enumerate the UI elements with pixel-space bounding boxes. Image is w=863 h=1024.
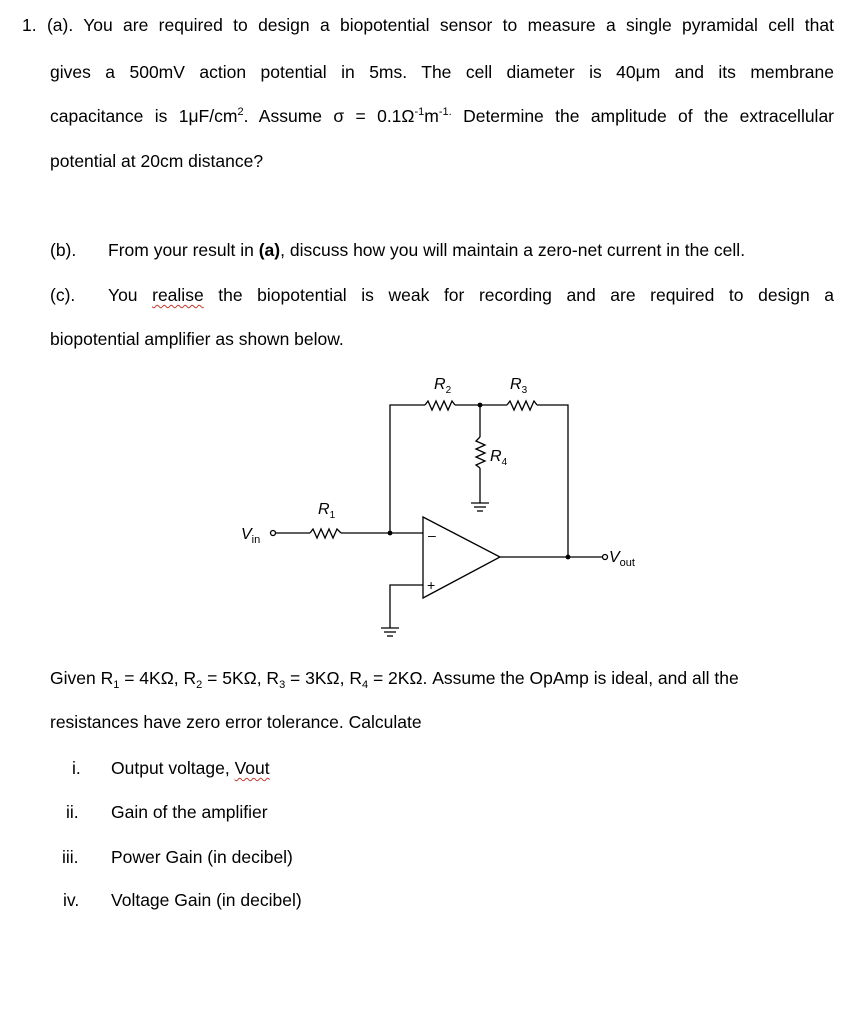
part-a-text-1: You are required to design a biopotential sensor to measure a single pyramidal cell that	[83, 15, 834, 35]
r3-label: $R_3$	[510, 376, 528, 396]
vout-terminal	[603, 555, 608, 560]
question-number: 1.	[22, 15, 37, 35]
item-3-number: iii.	[62, 847, 79, 867]
part-c-text-2: biopotential amplifier as shown below.	[50, 329, 344, 349]
junction-node	[478, 403, 483, 408]
r3-resistor	[507, 401, 537, 410]
vin-terminal	[271, 531, 276, 536]
part-a-text-3: capacitance is $1\mu F/cm^2$. Assume $\sigma = 0.1\Omega^{-1}m^{-1.}$ Determine the amplitude of the extracellular	[50, 106, 835, 126]
r1-resistor	[310, 529, 341, 538]
part-b-label: (b).	[50, 240, 77, 260]
part-b-text: From your result in (a), discuss how you will maintain a zero-net current in the cell.	[108, 240, 746, 260]
spellcheck-word: Vout	[234, 758, 270, 778]
part-c-label: (c).	[50, 285, 76, 305]
r4-resistor	[476, 437, 485, 468]
opamp-plus-label: +	[427, 577, 436, 593]
item-1-text: Output voltage, Vout	[111, 758, 270, 778]
part-a-text-2: gives a 500mV action potential in 5ms. The cell diameter is 40μm and its membrane	[50, 62, 834, 82]
feedback-wire-right	[537, 405, 568, 552]
opamp-minus-label: –	[428, 527, 436, 543]
vout-label: $V_{out}$	[609, 549, 635, 569]
item-4-text: Voltage Gain (in decibel)	[111, 890, 302, 910]
spellcheck-word: realise	[152, 285, 204, 305]
r1-label: $R_1$	[318, 501, 336, 521]
vin-label: $V_{in}$	[241, 526, 261, 546]
r4-label: $R_4$	[490, 448, 508, 468]
given-line-1: Given $R_1 = 4K\Omega$, $R_2 = 5K\Omega$, $R_3 = 3K\Omega$, $R_4 = 2K\Omega$. Assume the OpAmp is ideal, and all the	[50, 668, 739, 691]
junction-node	[566, 555, 571, 560]
given-line-2: resistances have zero error tolerance. Calculate	[50, 712, 422, 732]
part-a-label: (a).	[46, 15, 74, 35]
item-4-number: iv.	[63, 890, 80, 910]
item-2-text: Gain of the amplifier	[111, 802, 268, 822]
question-1a-line1	[22, 15, 834, 36]
r2-resistor	[425, 401, 455, 410]
item-2-number: ii.	[66, 802, 79, 822]
item-3-text: Power Gain (in decibel)	[111, 847, 293, 867]
junction-node	[388, 531, 393, 536]
part-a-text-4: potential at 20cm distance?	[50, 151, 264, 171]
opamp-circuit-diagram	[0, 360, 863, 650]
item-1-number: i.	[72, 758, 81, 778]
part-c-text: You realise the biopotential is weak for recording and are required to design a	[108, 285, 834, 305]
feedback-wire-left	[390, 405, 425, 533]
r2-label: $R_2$	[434, 376, 452, 396]
